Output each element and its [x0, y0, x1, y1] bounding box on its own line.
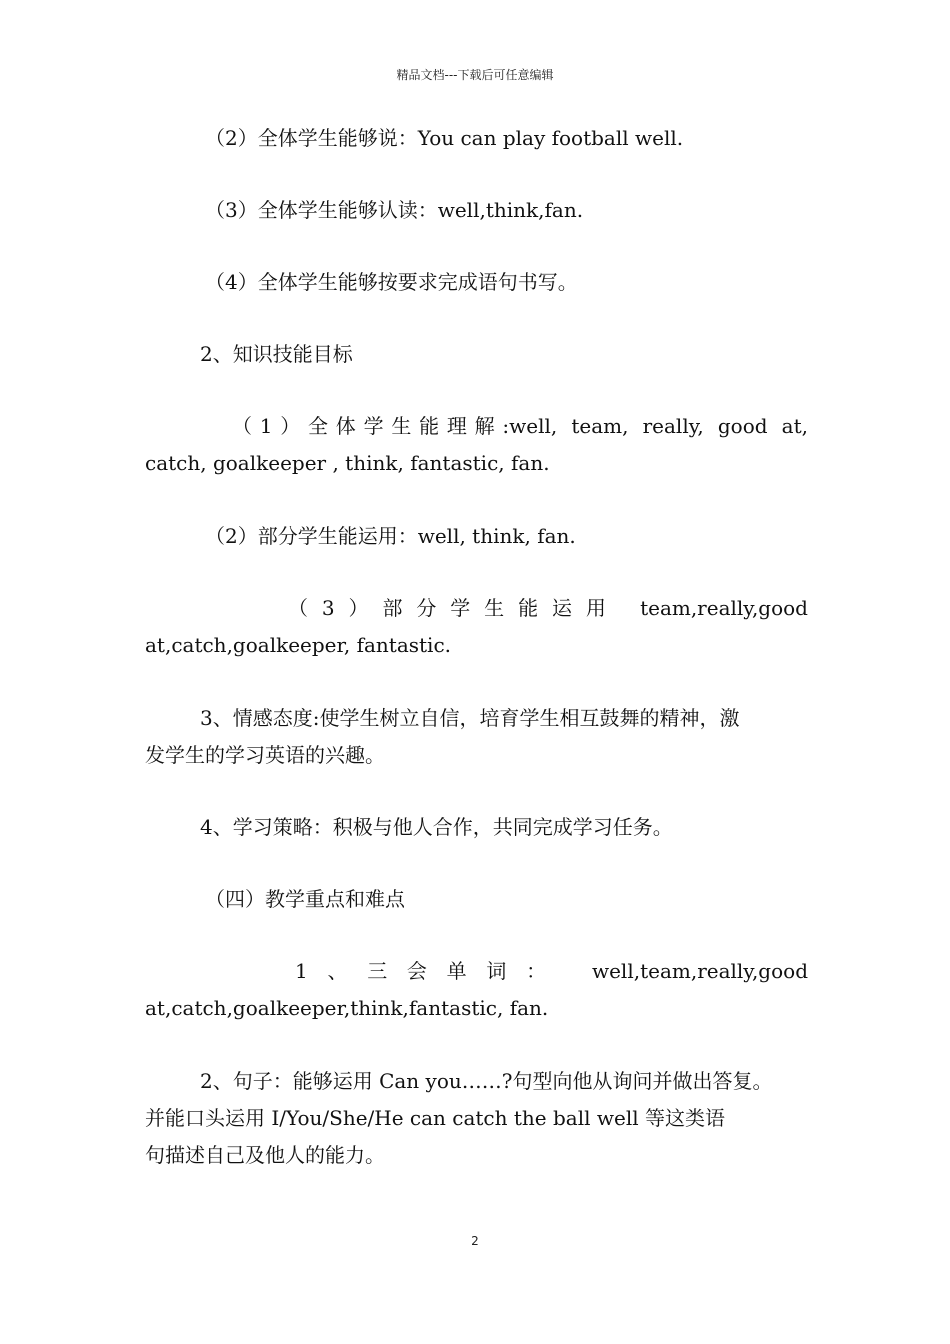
page-header: 精品文档---下载后可任意编辑: [396, 68, 554, 82]
text-line: （4）全体学生能够按要求完成语句书写。: [205, 270, 578, 294]
text-line: 1、三会单词： well,team,really,good: [295, 959, 808, 983]
text-line: catch, goalkeeper , think, fantastic, fan.: [145, 451, 550, 475]
text-line: （3）部分学生能运用 team,really,good: [288, 596, 808, 620]
text-line: （3）全体学生能够认读：well,think,fan.: [205, 198, 584, 222]
text-line: 发学生的学习英语的兴趣。: [145, 743, 385, 767]
section-heading: 2、知识技能目标: [200, 342, 353, 366]
text-line: 句描述自己及他人的能力。: [145, 1143, 385, 1167]
section-heading: （四）教学重点和难点: [205, 887, 405, 911]
text-line: at,catch,goalkeeper,think,fantastic, fan.: [145, 996, 549, 1020]
text-line: 4、学习策略：积极与他人合作，共同完成学习任务。: [200, 815, 673, 839]
text-line: at,catch,goalkeeper, fantastic.: [145, 633, 452, 657]
text-line: 3、情感态度:使学生树立自信，培育学生相互鼓舞的精神，激: [200, 706, 740, 730]
page-number: 2: [471, 1234, 479, 1248]
text-line: 2、句子：能够运用 Can you……?句型向他从询问并做出答复。: [200, 1069, 773, 1093]
text-line: （2）全体学生能够说：You can play football well.: [205, 126, 684, 150]
text-line: （1）全体学生能理解:well, team, really, good at,: [232, 414, 808, 438]
text-line: 并能口头运用 I/You/She/He can catch the ball well 等这类语: [145, 1106, 725, 1130]
text-line: （2）部分学生能运用：well, think, fan.: [205, 524, 576, 548]
